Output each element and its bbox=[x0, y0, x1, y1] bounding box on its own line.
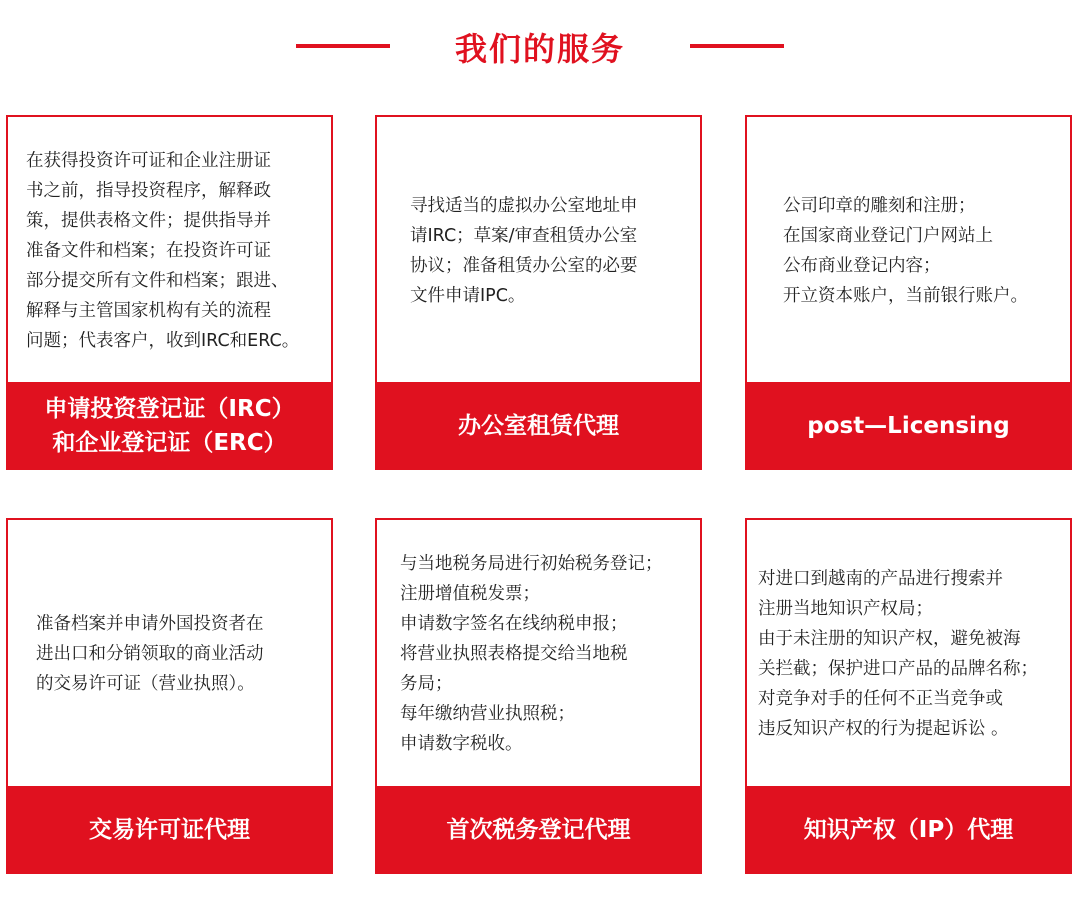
service-name: 交易许可证代理 bbox=[6, 786, 333, 874]
service-card-ip-agency bbox=[745, 518, 1072, 874]
section-title: 我们的服务 bbox=[454, 30, 625, 68]
service-card-irc-erc bbox=[6, 115, 333, 470]
service-name: 首次税务登记代理 bbox=[375, 786, 702, 874]
service-name: 申请投资登记证（IRC） 和企业登记证（ERC） bbox=[6, 382, 333, 470]
service-description: 公司印章的雕刻和注册； 在国家商业登记门户网站上 公布商业登记内容； 开立资本账户，当前银行账户。 bbox=[783, 196, 1028, 306]
service-description: 准备档案并申请外国投资者在 进出口和分销领取的商业活动 的交易许可证（营业执照）。 bbox=[36, 614, 264, 694]
service-description: 寻找适当的虚拟办公室地址申 请IRC；草案/审查租赁办公室 协议；准备租赁办公室的必要 文件申请IPC。 bbox=[410, 196, 638, 306]
title-decor-line-right bbox=[690, 44, 784, 48]
service-description: 在获得投资许可证和企业注册证 书之前，指导投资程序，解释政 策，提供表格文件；提供指导并 准备文件和档案；在投资许可证 部分提交所有文件和档案；跟进、 解释与主管国家机构有关的流程 问题；代表客户，收到IRC和ERC。 bbox=[26, 151, 300, 351]
service-name: 办公室租赁代理 bbox=[375, 382, 702, 470]
section-header bbox=[0, 20, 1080, 72]
service-name: 知识产权（IP）代理 bbox=[745, 786, 1072, 874]
service-name: post—Licensing bbox=[745, 382, 1072, 470]
service-card-office-lease bbox=[375, 115, 702, 470]
service-card-trade-license bbox=[6, 518, 333, 874]
service-card-post-licensing bbox=[745, 115, 1072, 470]
service-description: 对进口到越南的产品进行搜索并 注册当地知识产权局； 由于未注册的知识产权，避免被海 关拦截；保护进口产品的品牌名称； 对竞争对手的任何不正当竞争或 违反知识产权的行为提起诉讼 。 bbox=[758, 569, 1038, 739]
service-description: 与当地税务局进行初始税务登记； 注册增值税发票； 申请数字签名在线纳税申报； 将营业执照表格提交给当地税 务局； 每年缴纳营业执照税； 申请数字税收。 bbox=[400, 554, 663, 754]
service-card-tax-registration bbox=[375, 518, 702, 874]
